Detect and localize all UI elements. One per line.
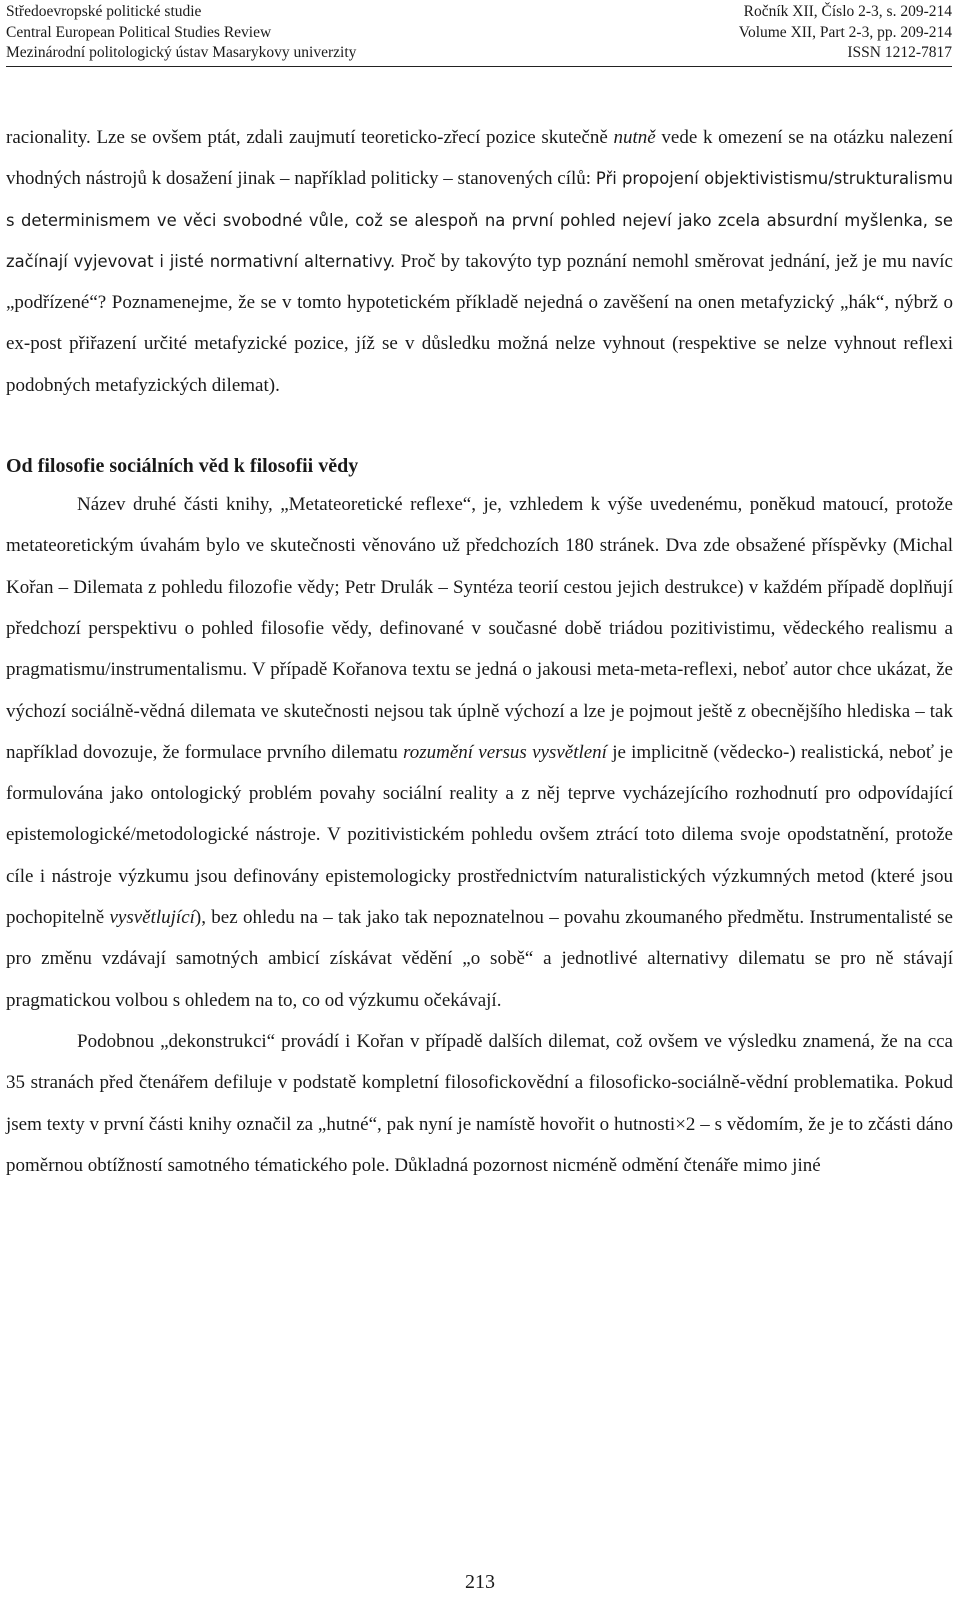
publisher-name: Mezinárodní politologický ústav Masarykovy univerzity [6, 44, 357, 61]
paragraph-text: racionality. Lze se ovšem ptát, zdali zaujmutí teoreticko-zřecí pozice skutečně [6, 127, 614, 148]
running-header [6, 2, 952, 67]
header-row-3 [6, 43, 952, 64]
paragraph-text: Název druhé části knihy, „Metateoretické reflexe“, je, vzhledem k výše uvedenému, poněkud matoucí, protože metateoretickým úvahám bylo ve skutečnosti věnováno už předchozích 180 stránek. Dva zde obsažené příspěvky (Michal Kořan – Dilemata z pohledu filozofie vědy; Petr Drulák – Syntéza teorií cestou jejich destrukce) v každém případě doplňují předchozí perspektivu o pohled filosofie vědy, definované v současné době triádou pozitivistimu, vědeckého realismu a pragmatismu/instrumentalismu. V případě Kořanova textu se jedná o jakousi meta-meta-reflexi, neboť autor chce ukázat, že výchozí sociálně-vědná dilemata ve skutečnosti nejsou tak úplně výchozí a lze je pojmout ještě z obecnějšího hlediska – tak například dovozuje, že formulace prvního dilematu [6, 494, 953, 763]
emphasis-text: nutně [613, 127, 656, 148]
volume-info-cz: Ročník XII, Číslo 2-3, s. 209-214 [743, 3, 952, 20]
issn: ISSN 1212-7817 [847, 44, 952, 61]
header-row-2 [6, 23, 952, 44]
body-paragraph-3: Podobnou „dekonstrukci“ provádí i Kořan v případě dalších dilemat, což ovšem ve výsledku znamená, že na cca 35 stranách před čtenářem defiluje v podstatě kompletní filosofickovědní a filosoficko-sociálně-vědní problematika. Pokud jsem texty v první části knihy označil za „hutné“, pak nyní je namístě hovořit o hutnosti×2 – s vědomím, že je to zčásti dáno poměrnou obtížností samotného tématického pole. Důkladná pozornost nicméně odmění čtenáře mimo jiné [6, 1030, 953, 1176]
paragraph-text: ), bez ohledu na – tak jako tak nepoznatelnou – povahu zkoumaného předmětu. Instrumentalisté se pro změnu vzdávají samotných ambicí získávat vědění „o sobě“ a jednotlivé alternativy dilematu se pro ně stávají pragmatickou volbou s ohledem na to, co od výzkumu očekávají. [6, 907, 953, 1011]
journal-title-en: Central European Political Studies Review [6, 23, 272, 41]
page-body [6, 117, 953, 1186]
emphasis-text: rozumění versus vysvětlení [403, 741, 607, 763]
page-number: 213 [465, 1571, 495, 1593]
volume-info-en: Volume XII, Part 2-3, pp. 209-214 [738, 23, 952, 41]
paragraph-text: Proč by takovýto typ poznání nemohl směrovat jednání, jež je mu navíc „podřízené“? Poznamenejme, že se v tomto hypotetickém příkladě nejedná o zavěšení na onen metafyzický „hák“, nýbrž o ex-post přiřazení určité metafyzické pozice, jíž se v důsledku možná nelze vyhnout (respektive se nelze vyhnout reflexi podobných metafyzických dilemat). [6, 250, 953, 396]
body-paragraph-2 [6, 484, 953, 1021]
paragraph-text: vede k omezení se na otázku nalezení vhodných nástrojů k dosažení jinak – například politicky – stanovených cílů: [6, 127, 953, 190]
header-row-1 [6, 2, 952, 23]
emphasis-text: vysvětlující [109, 907, 195, 929]
section-heading: Od filosofie sociálních věd k filosofii vědy [6, 455, 359, 478]
paragraph-text: je implicitně (vědecko-) realistická, neboť je formulována jako ontologický problém povahy sociální reality a z něj teprve vycházejícího rozhodnutí pro odpovídající epistemologické/metodologické nástroje. V pozitivistickém pohledu ovšem ztrácí toto dilema svoje opodstatnění, protože cíle i nástroje výzkumu jsou definovány epistemologicky prostřednictvím naturalistických výzkumných metod (které jsou pochopitelně [6, 741, 953, 929]
body-paragraph-1 [6, 117, 953, 406]
journal-title-cz: Středoevropské politické studie [6, 3, 202, 20]
quoted-sans-text: Při propojení objektivistismu/strukturalismu s determinismem ve věci svobodné vůle, což se alespoň na první pohled nejeví jako zcela absurdní myšlenka, se začínají vyjevovat i jisté normativní alternativy. [6, 169, 953, 271]
